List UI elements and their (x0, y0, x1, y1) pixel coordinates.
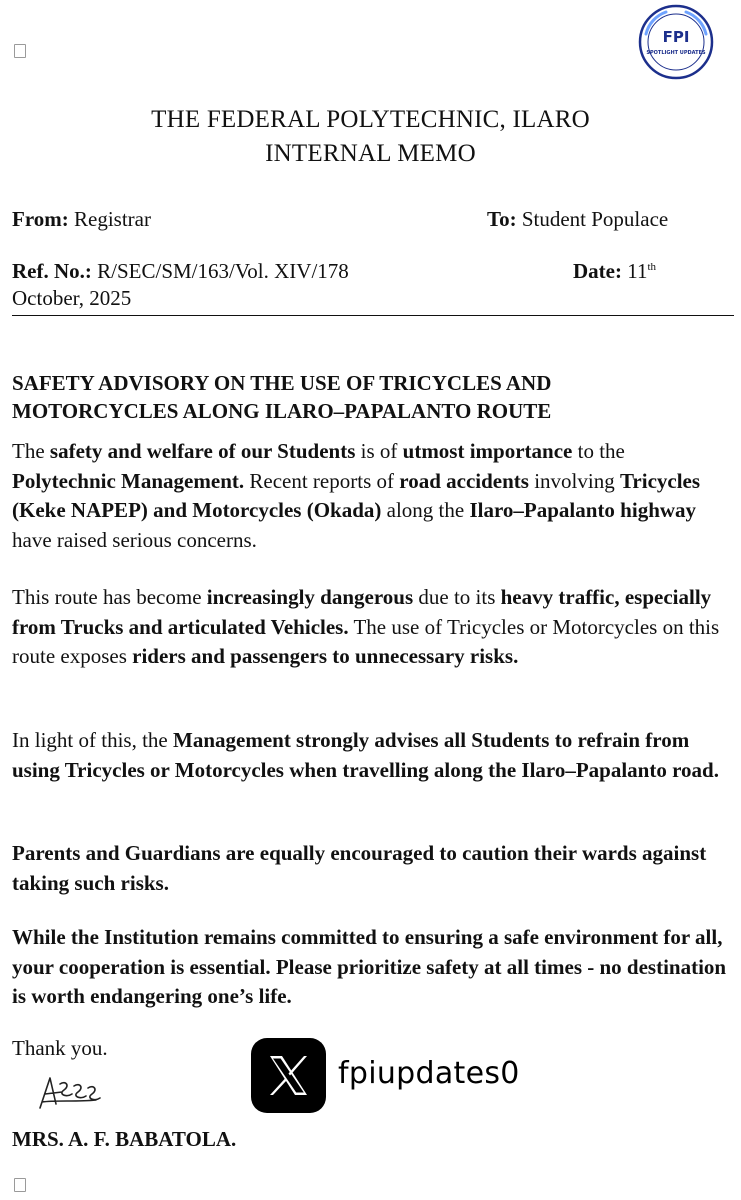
heading-line-1: SAFETY ADVISORY ON THE USE OF TRICYCLES AND (12, 371, 552, 395)
placeholder-box-icon (14, 1178, 26, 1192)
text-run: The (12, 439, 50, 463)
paragraph-3 (12, 726, 732, 785)
signer-name: MRS. A. F. BABATOLA. (12, 1127, 237, 1151)
institution-title: THE FEDERAL POLYTECHNIC, ILARO (151, 106, 590, 133)
closing-thanks: Thank you. (12, 1036, 108, 1060)
bold-text-run: Parents and Guardians are equally encouraged to caution their wards against taking such risks. (12, 841, 707, 895)
placeholder-box-icon (14, 44, 26, 58)
text-run: involving (528, 468, 620, 493)
x-logo-icon (251, 1038, 326, 1113)
bold-text-run: road accidents (399, 468, 529, 493)
memo-date (573, 259, 656, 284)
bold-text-run: riders and passengers to unnecessary risks. (132, 644, 519, 668)
paragraph-2 (12, 583, 732, 672)
text-run: to the (572, 439, 625, 463)
date-suffix: th (647, 261, 657, 273)
to-label: To: (487, 207, 517, 231)
memo-from (12, 207, 151, 232)
text-run: In light of this, the (12, 728, 173, 752)
text-run: along the (381, 498, 470, 522)
social-handle: fpiupdates0 (338, 1056, 520, 1091)
ref-label: Ref. No.: (12, 259, 92, 283)
fpi-spotlight-logo (638, 4, 714, 80)
text-run: The use of Tricycles or Motorcycles on this route exposes (12, 614, 720, 668)
memo-ref (12, 259, 349, 284)
signature-icon (36, 1072, 108, 1114)
date-day: 11 (627, 259, 648, 283)
paragraph-1 (12, 437, 732, 555)
from-value: Registrar (74, 207, 151, 231)
date-continued: October, 2025 (12, 286, 132, 310)
text-run: is of (355, 439, 403, 463)
memo-to (487, 207, 668, 232)
bold-text-run: Ilaro–Papalanto highway (469, 498, 697, 522)
to-value: Student Populace (521, 207, 669, 231)
bold-text-run: safety and welfare of our Students (49, 439, 356, 463)
bold-text-run: While the Institution remains committed to ensuring a safe environment for all, your cooperation is essential. Please prioritize safety at all times - no destination is worth endangering one’s life. (12, 925, 727, 1008)
paragraph-5 (12, 923, 732, 1012)
ref-value: R/SEC/SM/163/Vol. XIV/178 (97, 259, 349, 283)
memo-type-title: INTERNAL MEMO (265, 140, 476, 167)
bold-text-run: utmost importance (402, 439, 573, 463)
paragraph-4 (12, 839, 732, 898)
text-run: This route has become (12, 585, 207, 609)
logo-text: FPI (662, 28, 690, 46)
text-run: due to its (413, 585, 501, 609)
heading-line-2: MOTORCYCLES ALONG ILARO–PAPALANTO ROUTE (12, 399, 552, 423)
bold-text-run: Polytechnic Management. (12, 468, 245, 493)
bold-text-run: increasingly dangerous (206, 585, 414, 609)
logo-subtext: SPOTLIGHT UPDATES (646, 50, 706, 56)
from-label: From: (12, 207, 69, 231)
bold-text-run: Tricycles (Keke NAPEP) and Motorcycles (Okada) (12, 468, 701, 522)
advisory-heading (12, 369, 712, 425)
text-run: Recent reports of (244, 468, 400, 493)
text-run: have raised serious concerns. (12, 527, 257, 552)
bold-text-run: heavy traffic, especially from Trucks and articulated Vehicles. (12, 585, 712, 639)
header-divider (12, 315, 734, 316)
bold-text-run: Management strongly advises all Students to refrain from using Tricycles or Motorcycles when travelling along the Ilaro–Papalanto road. (12, 728, 719, 782)
date-label: Date: (573, 259, 622, 283)
